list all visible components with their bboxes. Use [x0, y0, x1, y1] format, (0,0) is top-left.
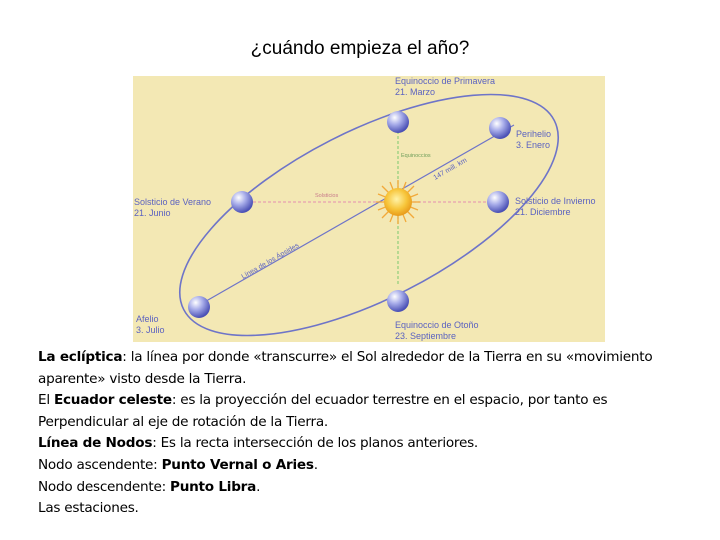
slide-title: ¿cuándo empieza el año? — [250, 38, 470, 59]
label-aphelion-date: 3. Julio — [136, 325, 165, 335]
label-perihelion: Perihelio — [516, 129, 552, 139]
label-summer-solstice: Solsticio de Verano — [134, 197, 212, 207]
label-spring-date: 21. Marzo — [395, 87, 436, 97]
label-spring-equinox: Equinoccio de Primavera — [395, 76, 496, 86]
text-celestial-prefix: El — [38, 392, 54, 409]
term-nodes-line: Línea de Nodos — [38, 435, 153, 452]
text-descending-suffix: . — [256, 478, 261, 495]
text-ascending-prefix: Nodo ascendente: — [38, 456, 162, 473]
term-libra-point: Punto Libra — [169, 478, 257, 495]
text-descending-prefix: Nodo descendente: — [38, 478, 170, 495]
earth-winter-icon — [487, 191, 509, 213]
label-winter-date: 21. Diciembre — [515, 207, 571, 217]
text-ecliptic: : la línea por donde «transcurre» el Sol alrededor de la Tierra en su «movimiento aparente» visto desde la Tierra. — [38, 349, 653, 387]
label-aphelion: Afelio — [136, 314, 159, 324]
term-celestial-equator: Ecuador celeste — [53, 392, 172, 409]
orbit-svg — [133, 76, 605, 342]
term-ecliptic: La eclíptica — [38, 349, 123, 365]
text-ascending-suffix: . — [313, 456, 318, 473]
earth-aphelion-icon — [188, 296, 210, 318]
text-nodes-line: : Es la recta intersección de los planos anteriores. — [152, 435, 478, 452]
earth-orbit-diagram — [133, 76, 605, 342]
label-distance: 147 mill. km — [432, 156, 469, 182]
label-autumn-date: 23. Septiembre — [395, 331, 457, 341]
paragraph-descending-node — [38, 477, 688, 499]
label-apsides-line: Línea de los Ápsides — [240, 242, 301, 281]
paragraph-ascending-node — [38, 455, 688, 477]
label-autumn-equinox: Equinoccio de Otoño — [395, 320, 479, 330]
paragraph-ecliptic — [38, 347, 688, 390]
label-equinoxes-line: Equinoccios — [401, 153, 431, 159]
label-solstices-line: Solsticios — [315, 193, 339, 199]
label-perihelion-date: 3. Enero — [516, 140, 551, 150]
label-summer-date: 21. Junio — [134, 208, 171, 218]
earth-spring-icon — [387, 111, 409, 133]
paragraph-celestial-equator — [38, 390, 688, 433]
text-celestial-equator: : es la proyección del ecuador terrestre en el espacio, por tanto es Perpendicular al eje de rotación de la Tierra. — [38, 392, 608, 430]
sun-icon — [376, 180, 420, 224]
label-winter-solstice: Solsticio de Invierno — [515, 196, 596, 206]
explanation-text — [38, 347, 688, 520]
paragraph-seasons: Las estaciones. — [38, 500, 139, 517]
earth-perihelion-icon — [489, 117, 511, 139]
term-vernal-point: Punto Vernal o Aries — [161, 456, 314, 473]
earth-summer-icon — [231, 191, 253, 213]
earth-autumn-icon — [387, 290, 409, 312]
paragraph-nodes-line — [38, 433, 688, 455]
